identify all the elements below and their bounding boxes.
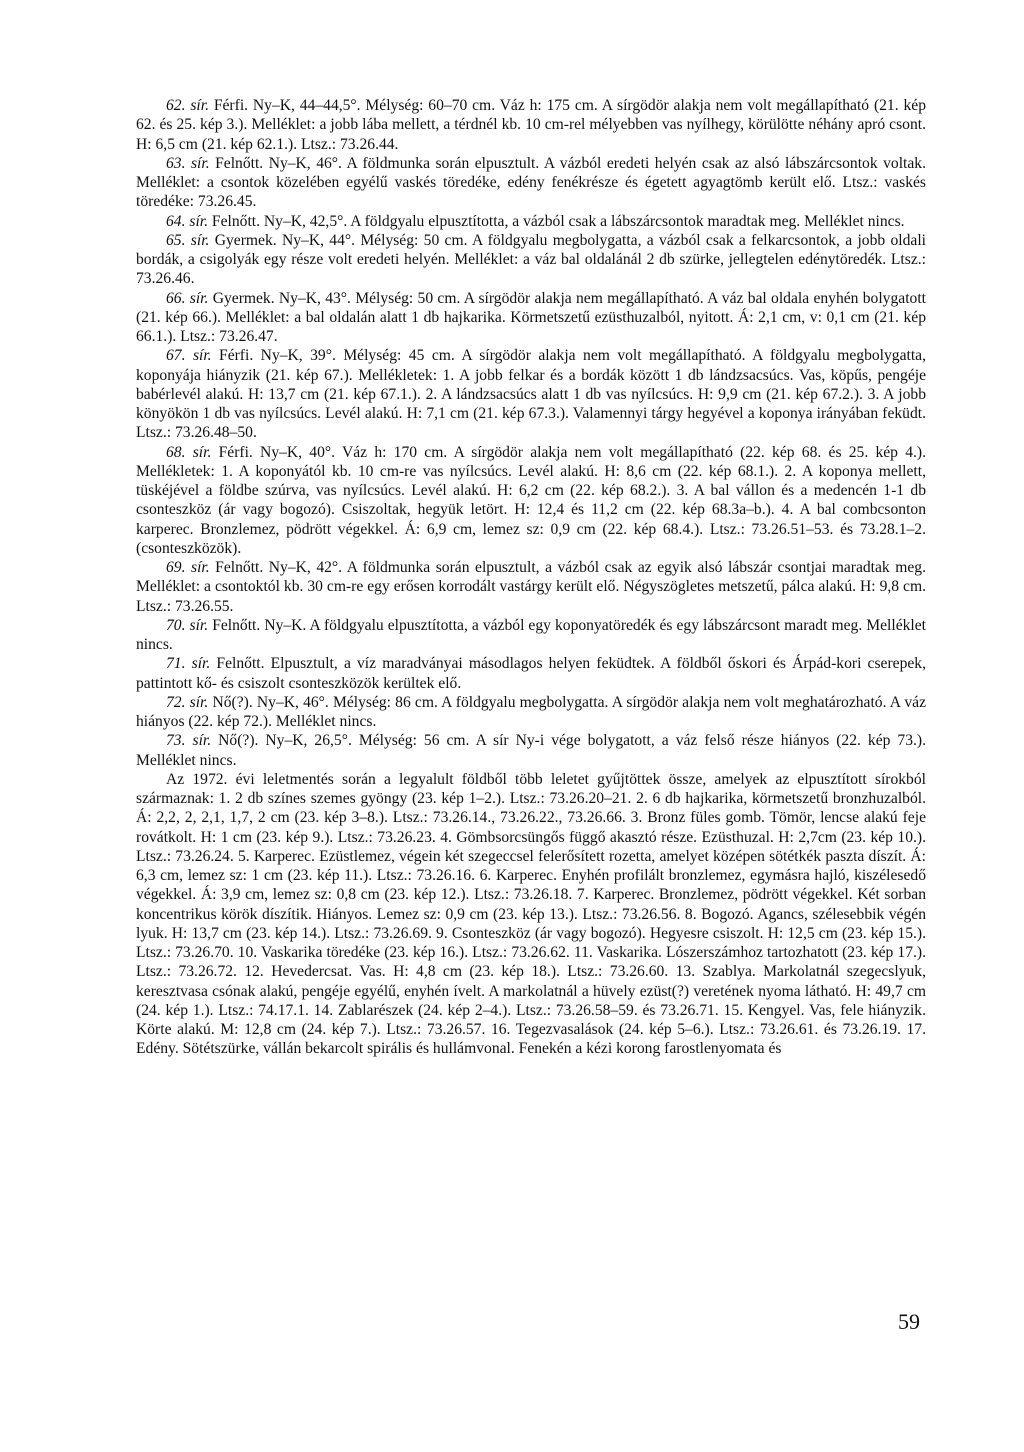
grave-entry-63 bbox=[136, 154, 926, 212]
grave-description: Nő(?). Ny–K, 26,5°. Mélység: 56 cm. A sír Ny-i vége bolygatott, a váz felső része hiányos (22. kép 73.). Melléklet nincs. bbox=[136, 732, 927, 769]
grave-description: Gyermek. Ny–K, 43°. Mélység: 50 cm. A sírgödör alakja nem megállapítható. A váz bal oldala enyhén bolygatott (21. kép 66.). Melléklet: a bal oldalán alatt 1 db hajkarika. Körmetszetű ezüsthuzalból, nyitott. Á: 2,1 cm, v: 0,1 cm (21. kép 66.1.). Ltsz.: 73.26.47. bbox=[136, 289, 926, 345]
grave-entry-65 bbox=[136, 231, 926, 289]
grave-entry-70 bbox=[136, 616, 926, 655]
grave-entry-66 bbox=[136, 289, 926, 347]
grave-entry-64 bbox=[136, 212, 926, 231]
grave-entry-68 bbox=[136, 443, 926, 559]
grave-number: 69. sír. bbox=[166, 559, 210, 576]
grave-number: 67. sír. bbox=[166, 347, 212, 365]
grave-description: Férfi. Ny–K, 44–44,5°. Mélység: 60–70 cm. Váz h: 175 cm. A sírgödör alakja nem volt megállapítható (21. kép 62. és 25. kép 3.). Melléklet: a jobb lába mellett, a térdnél kb. 10 cm-rel mélyebben vas nyílhegy, körülötte néhány apró csont. H: 6,5 cm (21. kép 62.1.). Ltsz.: 73.26.44. bbox=[136, 97, 926, 153]
grave-description: Gyermek. Ny–K, 44°. Mélység: 50 cm. A földgyalu megbolygatta, a vázból csak a felkarcsontok, a jobb oldali bordák, a csigolyák egy része volt eredeti helyén. Melléklet: a váz bal oldalánál 2 db szürke, jellegtelen edénytöredék. Ltsz.: 73.26.46. bbox=[136, 231, 926, 288]
grave-entry-69 bbox=[136, 558, 926, 616]
finds-summary-paragraph: Az 1972. évi leletmentés során a legyalult földből több leletet gyűjtöttek össze, amelyek az elpusztított sírokból származnak: 1. 2 db színes szemes gyöngy (23. kép 1–2.). Ltsz.: 73.26.20–21. 2. 6 db hajkarika, körmetszetű bronzhuzalból. Á: 2,2, 2, 2,1, 1,7, 2 cm (23. kép 3–8.). Ltsz.: 73.26.14., 73.26.22., 73.26.66. 3. Bronz füles gomb. Tömör, lencse alakú feje rovátkolt. H: 1 cm (23. kép 9.). Ltsz.: 73.26.23. 4. Gömbsorcsüngős függő akasztó része. Ezüsthuzal. H: 2,7cm (23. kép 10.). Ltsz.: 73.26.24. 5. Karperec. Ezüstlemez, végein két szegeccsel felerősített rozetta, amelyet középen sötétkék paszta díszít. Á: 6,3 cm, lemez sz: 1 cm (23. kép 11.). Ltsz.: 73.26.16. 6. Karperec. Enyhén profilált bronzlemez, egymásra hajló, kiszélesedő végekkel. Á: 3,9 cm, lemez sz: 0,8 cm (23. kép 12.). Ltsz.: 73.26.18. 7. Karperec. Bronzlemez, pödrött végekkel. Két sorban koncentrikus körök díszítik. Hiányos. Lemez sz: 0,9 cm (23. kép 13.). Ltsz.: 73.26.56. 8. Bogozó. Agancs, szélesebbik végén lyuk. H: 13,7 cm (23. kép 14.). Ltsz.: 73.26.69. 9. Csonteszköz (ár vagy bogozó). Hegyesre csiszolt. H: 12,5 cm (23. kép 15.). Ltsz.: 73.26.70. 10. Vaskarika töredéke (23. kép 16.). Ltsz.: 73.26.62. 11. Vaskarika. Lószerszámhoz tartozhatott (23. kép 17.). Ltsz.: 73.26.72. 12. Hevedercsat. Vas. H: 4,8 cm (23. kép 18.). Ltsz.: 73.26.60. 13. Szablya. Markolatnál szegecslyuk, keresztvasa csónak alakú, pengéje egyélű, enyhén ívelt. A markolatnál a hüvely ezüst(?) veretének nyoma látható. H: 49,7 cm (24. kép 1.). Ltsz.: 74.17.1. 14. Zablarészek (24. kép 2–4.). Ltsz.: 73.26.58–59. és 73.26.71. 15. Kengyel. Vas, fele hiányzik. Körte alakú. M: 12,8 cm (24. kép 7.). Ltsz.: 73.26.57. 16. Tegezvasalások (24. kép 5–6.). Ltsz.: 73.26.61. és 73.26.19. 17. Edény. Sötétszürke, vállán bekarcolt spirális és hullámvonal. Fenekén a kézi korong farostlenyomata és bbox=[136, 770, 926, 1058]
grave-description: Férfi. Ny–K, 39°. Mélység: 45 cm. A sírgödör alakja nem volt megállapítható. A földgyalu megbolygatta, koponyája hiányzik (21. kép 67.). Mellékletek: 1. A jobb felkar és a bordák között 1 db lándzsacsúcs. Vas, köpűs, pengéje babérlevél alakú. H: 13,7 cm (21. kép 67.1.). 2. A lándzsacsúcs alatt 1 db vas nyílcsúcs. H: 9,9 cm (21. kép 67.2.). 3. A jobb könyökön 1 db vas nyílcsúcs. Levél alakú. H: 7,1 cm (21. kép 67.3.). Valamennyi tárgy hegyével a koponya irányában feküdt. Ltsz.: 73.26.48–50. bbox=[136, 347, 926, 442]
grave-entry-73 bbox=[136, 731, 926, 770]
grave-description: Felnőtt. Ny–K, 46°. A földmunka során elpusztult. A vázból eredeti helyén csak az alsó lábszárcsontok voltak. Melléklet: a csontok közelében egyélű vaskés töredéke, edény fenékrésze és égetett agyagtömb került elő. Ltsz.: vaskés töredéke: 73.26.45. bbox=[136, 154, 927, 211]
grave-description: Felnőtt. Elpusztult, a víz maradványai másodlagos helyen feküdtek. A földből őskori és Árpád-kori cserepek, pattintott kő- és csiszolt csonteszközök kerültek elő. bbox=[136, 655, 926, 692]
grave-description: Felnőtt. Ny–K, 42,5°. A földgyalu elpusztította, a vázból csak a lábszárcsontok maradtak meg. Melléklet nincs. bbox=[208, 212, 905, 230]
grave-number: 73. sír. bbox=[166, 732, 212, 750]
grave-description: Férfi. Ny–K, 40°. Váz h: 170 cm. A sírgödör alakja nem volt megállapítható (22. kép 68. és 25. kép 4.). Mellékletek: 1. A koponyától kb. 10 cm-re vas nyílcsúcs. Levél alakú. H: 8,6 cm (22. kép 68.1.). 2. A koponya mellett, tüskéjével a földbe szúrva, vas nyílcsúcs. Levél alakú. H: 6,2 cm (22. kép 68.2.). 3. A bal vállon és a medencén 1-1 db csonteszköz (ár vagy bogozó). Csiszoltak, hegyük letört. H: 12,4 és 11,2 cm (22. kép 68.3a–b.). 4. A bal combcsonton karperec. Bronzlemez, pödrött végekkel. Á: 6,9 cm, lemez sz: 0,9 cm (22. kép 68.4.). Ltsz.: 73.26.51–53. és 73.28.1–2. (csonteszközök). bbox=[136, 443, 927, 557]
grave-number: 70. sír. bbox=[166, 616, 209, 634]
grave-number: 62. sír. bbox=[166, 97, 209, 114]
grave-number: 64. sír. bbox=[166, 212, 209, 230]
grave-description: Felnőtt. Ny–K. A földgyalu elpusztította, a vázból egy koponyatöredék és egy lábszárcsont maradt meg. Melléklet nincs. bbox=[136, 616, 927, 653]
grave-number: 71. sír. bbox=[166, 655, 211, 673]
grave-number: 66. sír. bbox=[166, 289, 209, 307]
page-number: 59 bbox=[898, 1309, 920, 1334]
grave-description: Felnőtt. Ny–K, 42°. A földmunka során elpusztult, a vázból csak az egyik alsó lábszár csontjai maradtak meg. Melléklet: a csontoktól kb. 30 cm-re egy erősen korrodált vastárgy került elő. Négyszögletes metszetű, pálca alakú. H: 9,8 cm. Ltsz.: 73.26.55. bbox=[136, 559, 926, 615]
grave-entry-62 bbox=[136, 96, 926, 154]
grave-number: 65. sír. bbox=[166, 231, 210, 249]
grave-number: 72. sír. bbox=[166, 693, 209, 711]
grave-entry-71 bbox=[136, 654, 926, 693]
grave-entry-67 bbox=[136, 346, 926, 442]
grave-number: 68. sír. bbox=[166, 443, 212, 461]
page-body bbox=[136, 96, 926, 1059]
grave-number: 63. sír. bbox=[166, 154, 210, 172]
grave-entry-72 bbox=[136, 693, 926, 732]
grave-description: Nő(?). Ny–K, 46°. Mélység: 86 cm. A földgyalu megbolygatta. A sírgödör alakja nem volt meghatározható. A váz hiányos (22. kép 72.). Melléklet nincs. bbox=[136, 693, 926, 730]
